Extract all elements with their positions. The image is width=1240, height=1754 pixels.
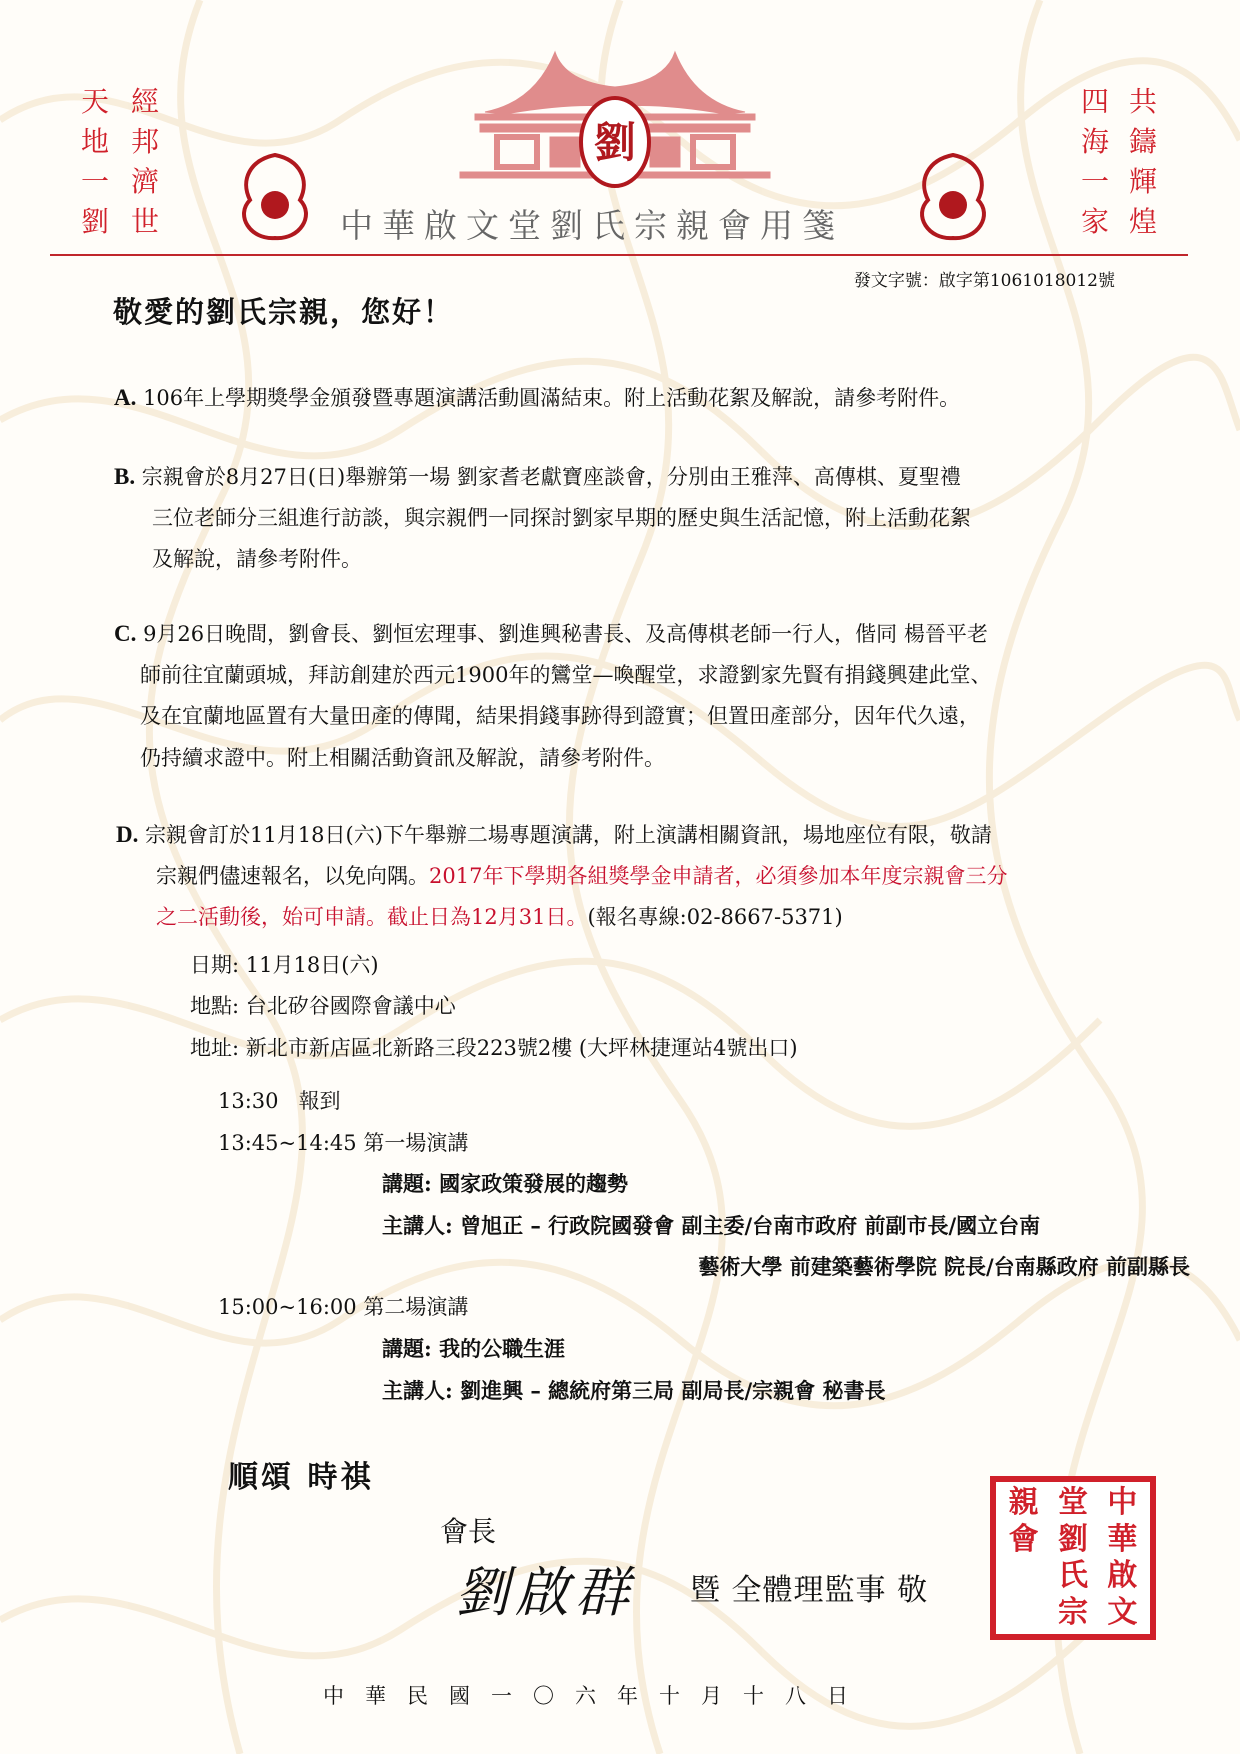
item-text: 三位老師分三組進行訪談，與宗親們一同探討劉家早期的歷史與生活記憶，附上活動花絮 xyxy=(152,506,971,530)
seal-character: 中 xyxy=(1107,1485,1138,1520)
schedule-item xyxy=(218,1127,468,1157)
document-number: 發文字號：啟字第1061018012號 xyxy=(853,271,1115,291)
item-d xyxy=(116,819,992,849)
dragon-right-icon xyxy=(908,150,998,245)
item-label: B. xyxy=(114,464,136,489)
schedule-item xyxy=(218,1085,341,1115)
official-seal xyxy=(990,1476,1156,1640)
event-venue: 地點: 台北矽谷國際會議中心 xyxy=(190,994,456,1018)
item-c xyxy=(114,618,988,648)
schedule-item xyxy=(218,1291,468,1321)
event-address: 地址: 新北市新店區北新路三段223號2樓 (大坪林捷運站4號出口) xyxy=(190,1036,798,1060)
item-text: 106年上學期獎學金頒發暨專題演講活動圓滿結束。附上活動花絮及解說，請參考附件。 xyxy=(143,386,961,410)
seal-character: 宗 xyxy=(1058,1594,1088,1630)
schedule-event: 報到 xyxy=(298,1089,341,1113)
item-text: 仍持續求證中。附上相關活動資訊及解說，請參考附件。 xyxy=(140,746,665,770)
seal-character: 會 xyxy=(1008,1521,1039,1557)
event-date: 日期: 11月18日(六) xyxy=(190,953,379,977)
item-b xyxy=(114,461,961,491)
lecture-speaker: 主講人: 劉進興 – 總統府第三局 副局長/宗親會 秘書長 xyxy=(382,1378,886,1403)
item-text: 宗親會於8月27日(日)舉辦第一場 劉家耆老獻寶座談會，分別由王雅萍、高傳棋、夏聖禮 xyxy=(141,465,961,489)
item-label: D. xyxy=(116,822,139,847)
greeting: 敬愛的劉氏宗親，您好！ xyxy=(113,295,455,329)
scholarship-requirement: 2017年下學期各組獎學金申請者，必須參加本年度宗親會三分 xyxy=(429,864,1008,888)
emblem-character: 劉 xyxy=(594,118,637,167)
item-label: C. xyxy=(114,621,137,646)
deadline-notice: 之二活動後，始可申請。截止日為12月31日。 xyxy=(156,905,588,929)
letterhead-title: 中華啟文堂劉氏宗親會用箋 xyxy=(340,206,844,245)
seal-character: 啟 xyxy=(1107,1558,1138,1593)
closing-salutation: 順頌 時祺 xyxy=(228,1460,374,1495)
couplet-left-outer: 天地一劉 xyxy=(80,85,109,238)
couplet-right-outer: 共鑄輝煌 xyxy=(1128,85,1157,238)
item-label: A. xyxy=(114,385,137,410)
seal-character: 堂 xyxy=(1058,1485,1088,1520)
lecture-speaker: 主講人: 曾旭正 – 行政院國發會 副主委/台南市政府 前副市長/國立台南 xyxy=(382,1213,1041,1238)
signature: 劉啟群 xyxy=(455,1561,635,1624)
couplet-right-inner: 四海一家 xyxy=(1080,85,1109,238)
item-text: 及在宜蘭地區置有大量田產的傳聞，結果捐錢事跡得到證實；但置田產部分，因年代久遠， xyxy=(140,704,980,728)
item-text: 及解說，請參考附件。 xyxy=(152,547,362,571)
header-divider xyxy=(50,254,1188,256)
item-text: 9月26日晚間，劉會長、劉恒宏理事、劉進興秘書長、及高傳棋老師一行人，偕同 楊晉平老 xyxy=(143,622,988,646)
seal-character: 華 xyxy=(1107,1521,1138,1557)
schedule-event: 第一場演講 xyxy=(363,1131,469,1155)
couplet-left-inner: 經邦濟世 xyxy=(130,85,159,238)
dragon-left-icon xyxy=(230,150,320,245)
signoff: 暨 全體理監事 敬 xyxy=(690,1573,929,1608)
item-text: 師前往宜蘭頭城，拜訪創建於西元1900年的鸞堂—喚醒堂，求證劉家先賢有捐錢興建此堂、 xyxy=(140,663,992,687)
schedule-time: 15:00~16:00 xyxy=(218,1295,357,1319)
lecture-speaker-continued: 藝術大學 前建築藝術學院 院長/台南縣政府 前副縣長 xyxy=(698,1254,1190,1279)
item-text xyxy=(156,860,1007,890)
item-text: 宗親會訂於11月18日(六)下午舉辦二場專題演講，附上演講相關資訊，場地座位有限，敬請 xyxy=(145,823,992,847)
schedule-time: 13:30 xyxy=(218,1089,279,1113)
item-text xyxy=(156,901,843,931)
schedule-event: 第二場演講 xyxy=(363,1295,469,1319)
item-a xyxy=(114,382,960,412)
seal-character: 氏 xyxy=(1058,1558,1088,1593)
date-line: 中華民國一〇六年十月十八日 xyxy=(323,1684,869,1708)
seal-character: 劉 xyxy=(1058,1521,1088,1557)
seal-character: 親 xyxy=(1008,1485,1039,1520)
seal-character: 文 xyxy=(1107,1594,1138,1630)
schedule-time: 13:45~14:45 xyxy=(218,1131,357,1155)
seal-text xyxy=(999,1485,1147,1631)
registration-notice: 宗親們儘速報名，以免向隅。 xyxy=(156,864,429,888)
lecture-topic: 講題: 國家政策發展的趨勢 xyxy=(382,1171,629,1196)
registration-hotline: (報名專線:02-8667-5371) xyxy=(587,905,843,929)
lecture-topic: 講題: 我的公職生涯 xyxy=(382,1336,566,1361)
signer-title: 會長 xyxy=(440,1515,497,1548)
